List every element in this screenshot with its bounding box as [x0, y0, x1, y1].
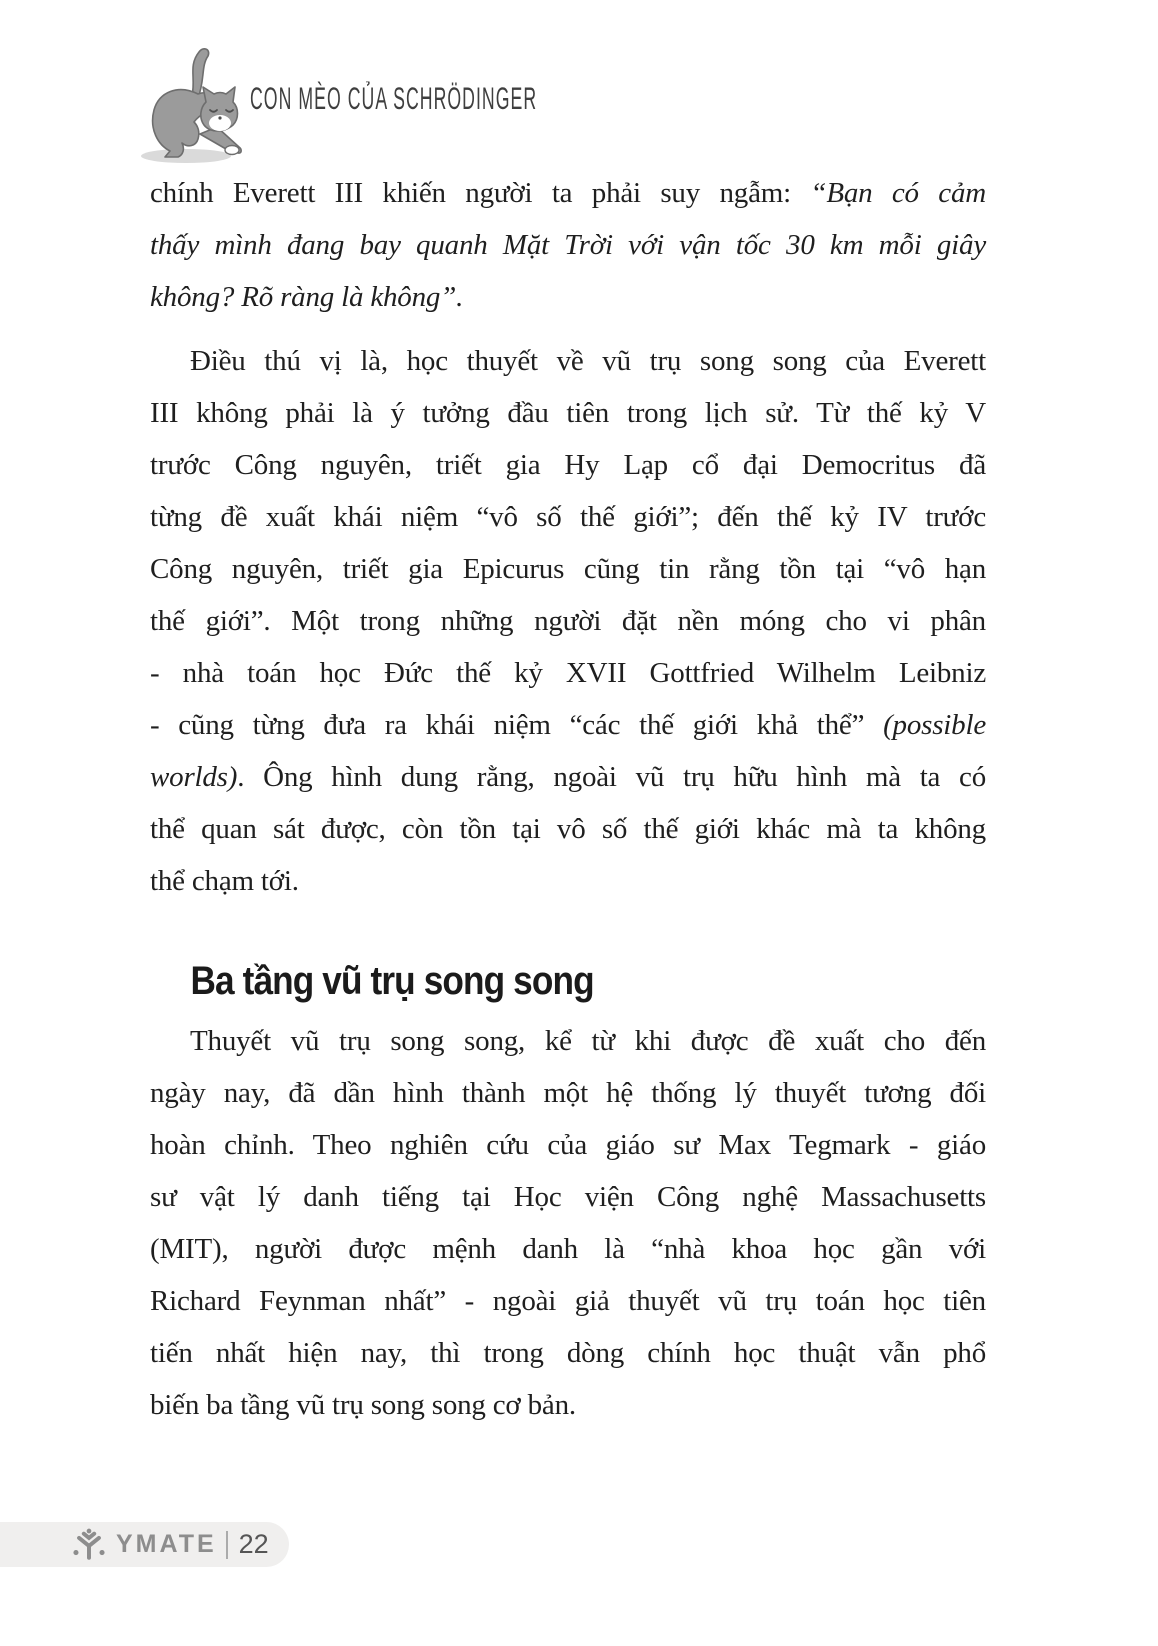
body-text-line: thế giới”. Một trong những người đặt nền móng cho vi phân — [150, 605, 986, 637]
body-text-line: thể quan sát được, còn tồn tại vô số thế giới khác mà ta không — [150, 813, 986, 845]
body-text-line: hoàn chỉnh. Theo nghiên cứu của giáo sư Max Tegmark - giáo — [150, 1129, 986, 1161]
body-text-line: Thuyết vũ trụ song song, kể từ khi được đề xuất cho đến — [190, 1025, 986, 1057]
body-text-line: sư vật lý danh tiếng tại Học viện Công nghệ Massachusetts — [150, 1181, 986, 1213]
body-text-line: thấy mình đang bay quanh Mặt Trời với vận tốc 30 km mỗi giây — [150, 229, 986, 261]
footer-divider — [226, 1531, 228, 1559]
paragraph — [150, 335, 986, 907]
body-text-line: (MIT), người được mệnh danh là “nhà khoa học gần với — [150, 1233, 986, 1265]
text-column — [150, 167, 986, 1431]
body-text-line: worlds). Ông hình dung rằng, ngoài vũ trụ hữu hình mà ta có — [150, 761, 986, 793]
body-text-line: - nhà toán học Đức thế kỷ XVII Gottfried Wilhelm Leibniz — [150, 657, 986, 689]
cat-illustration — [134, 42, 250, 168]
body-text-line: Richard Feynman nhất” - ngoài giả thuyết vũ trụ toán học tiên — [150, 1285, 986, 1317]
body-text-line: III không phải là ý tưởng đầu tiên trong lịch sử. Từ thế kỷ V — [150, 397, 986, 429]
paragraph — [150, 167, 986, 323]
footer-pill — [0, 1522, 289, 1567]
body-text-line: từng đề xuất khái niệm “vô số thế giới”; đến thế kỷ IV trước — [150, 501, 986, 533]
body-text-line: không? Rõ ràng là không”. — [150, 281, 464, 313]
body-text-line: chính Everett III khiến người ta phải suy ngẫm: “Bạn có cảm — [150, 177, 986, 209]
body-text-line: biến ba tầng vũ trụ song song cơ bản. — [150, 1389, 576, 1421]
body-text-line: ngày nay, đã dần hình thành một hệ thống lý thuyết tương đối — [150, 1077, 986, 1109]
page-number: 22 — [238, 1529, 269, 1559]
running-head-title: CON MÈO CỦA SCHRÖDINGER — [250, 81, 538, 117]
footer-brand: YMATE — [116, 1530, 217, 1558]
ymate-logo-icon — [72, 1528, 106, 1562]
body-text-line: - cũng từng đưa ra khái niệm “các thế giới khả thể” (possible — [150, 709, 986, 741]
body-text-line: thể chạm tới. — [150, 865, 299, 897]
stretching-cat-icon — [134, 42, 250, 168]
section-heading: Ba tầng vũ trụ song song — [190, 959, 594, 1003]
body-text-line: trước Công nguyên, triết gia Hy Lạp cổ đại Democritus đã — [150, 449, 986, 481]
body-text-line: Công nguyên, triết gia Epicurus cũng tin rằng tồn tại “vô hạn — [150, 553, 986, 585]
paragraph — [150, 1015, 986, 1431]
body-text-line: Điều thú vị là, học thuyết về vũ trụ song song của Everett — [190, 345, 986, 377]
body-text-line: tiến nhất hiện nay, thì trong dòng chính học thuật vẫn phổ — [150, 1337, 986, 1369]
